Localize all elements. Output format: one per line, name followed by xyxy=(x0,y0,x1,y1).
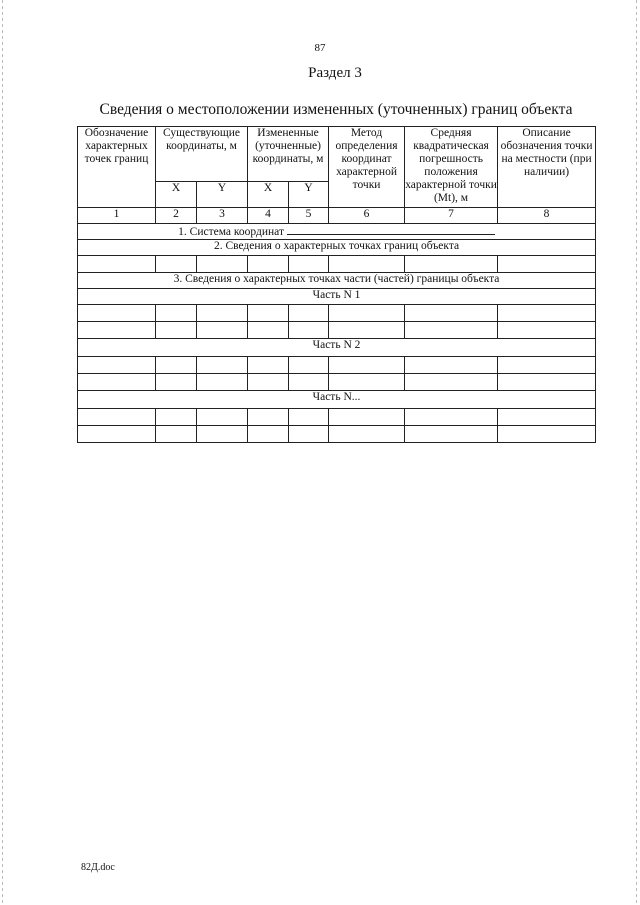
table-header-row xyxy=(78,127,596,182)
header-description: Описание обозначения точки на местности (при наличии) xyxy=(498,127,596,208)
table-row xyxy=(78,426,596,443)
part-row xyxy=(78,289,596,305)
section-row xyxy=(78,273,596,289)
column-number: 8 xyxy=(498,208,596,224)
part-row xyxy=(78,339,596,357)
header-changed-y: Y xyxy=(289,182,329,208)
table-row xyxy=(78,256,596,273)
header-method: Метод определения координат характерной точки xyxy=(329,127,405,208)
column-number: 5 xyxy=(289,208,329,224)
part-row xyxy=(78,391,596,409)
parts-section-label: 3. Сведения о характерных точках части (частей) границы объекта xyxy=(78,273,596,289)
table-row xyxy=(78,322,596,339)
fill-in-line xyxy=(287,224,495,235)
coord-system-label: 1. Система координат xyxy=(178,226,284,238)
header-error: Средняя квадратическая погрешность положения характерной точки (Mt), м xyxy=(405,127,498,208)
part-2-label: Часть N 2 xyxy=(78,339,596,357)
column-number-row xyxy=(78,208,596,224)
column-number: 6 xyxy=(329,208,405,224)
column-number: 1 xyxy=(78,208,156,224)
document-title: Сведения о местоположении измененных (уточненных) границ объекта xyxy=(99,101,573,118)
points-section-label: 2. Сведения о характерных точках границ объекта xyxy=(78,240,596,256)
part-n-label: Часть N... xyxy=(78,391,596,409)
scan-edge-left xyxy=(2,0,3,905)
header-changed-x: X xyxy=(248,182,289,208)
header-changed-coordinates: Измененные (уточненные) координаты, м xyxy=(248,127,329,182)
header-existing-y: Y xyxy=(197,182,248,208)
header-existing-coordinates: Существующие координаты, м xyxy=(156,127,248,182)
coord-system-cell xyxy=(78,224,596,240)
column-number: 2 xyxy=(156,208,197,224)
section-row xyxy=(78,224,596,240)
file-name-footer: 82Д.doc xyxy=(81,862,115,873)
section-row xyxy=(78,240,596,256)
scan-edge-right xyxy=(636,0,637,905)
part-1-label: Часть N 1 xyxy=(78,289,596,305)
table-row xyxy=(78,357,596,374)
boundary-points-table xyxy=(77,126,596,443)
header-point-designation: Обозначение характерных точек границ xyxy=(78,127,156,208)
page-number: 87 xyxy=(314,42,326,54)
column-number: 4 xyxy=(248,208,289,224)
column-number: 3 xyxy=(197,208,248,224)
column-number: 7 xyxy=(405,208,498,224)
header-existing-x: X xyxy=(156,182,197,208)
section-title: Раздел 3 xyxy=(308,65,362,81)
table-row xyxy=(78,305,596,322)
table-row xyxy=(78,374,596,391)
table-row xyxy=(78,409,596,426)
